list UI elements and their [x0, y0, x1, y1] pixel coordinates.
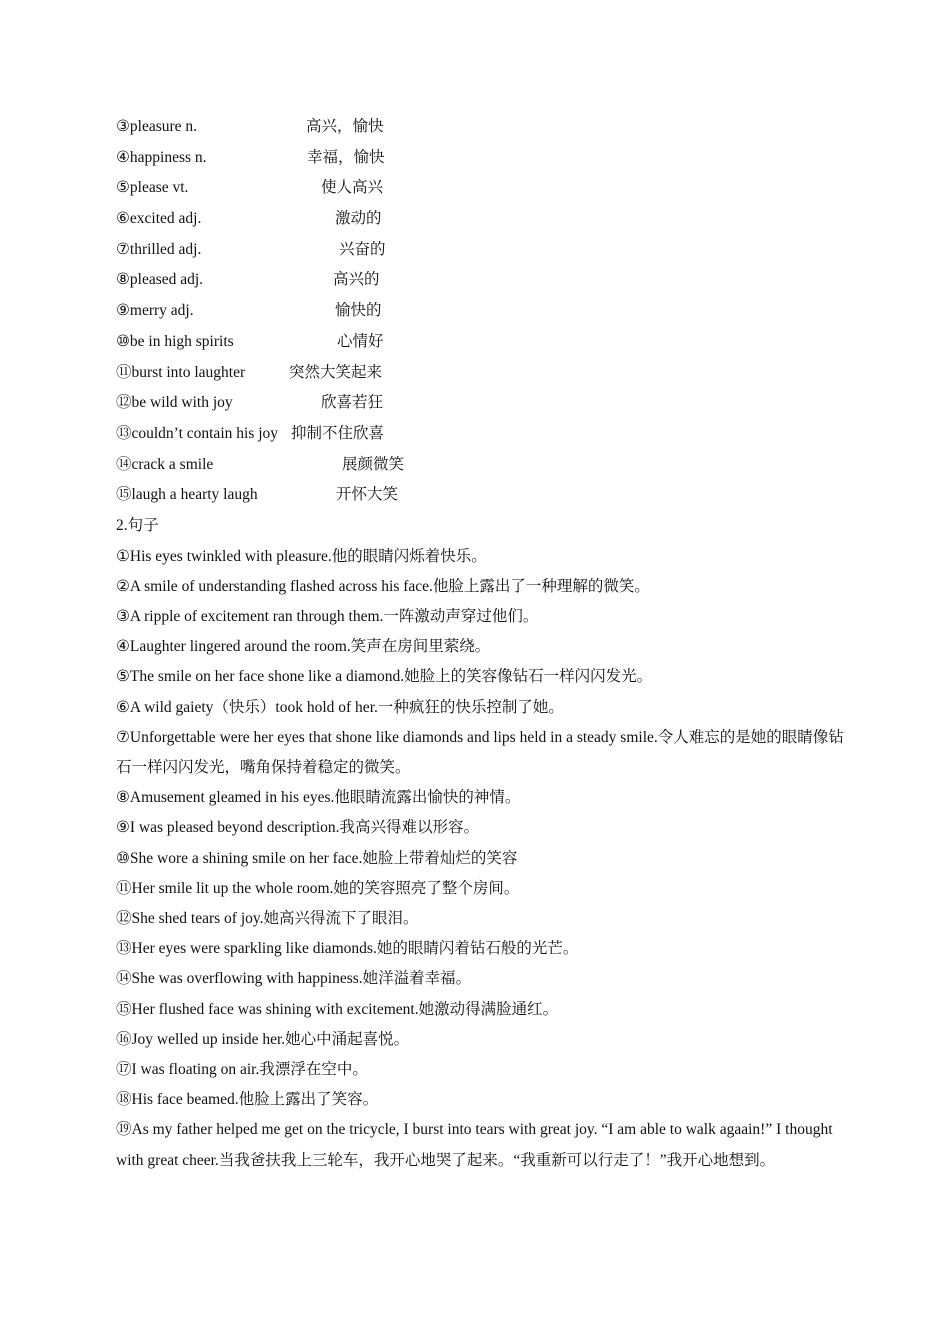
sentence-item: ⑧Amusement gleamed in his eyes.他眼睛流露出愉快的神情。 [116, 789, 521, 807]
vocab-item [116, 173, 856, 204]
sentence-item: ⑫She shed tears of joy.她高兴得流下了眼泪。 [116, 910, 419, 928]
vocab-meaning: 抑制不住欣喜 [291, 424, 385, 442]
sentence-item: ②A smile of understanding flashed across his face.他脸上露出了一种理解的微笑。 [116, 577, 650, 595]
vocab-item [116, 480, 856, 511]
vocab-term: ⑩be in high spirits [116, 332, 234, 350]
sentence-item: ③A ripple of excitement ran through them.一阵激动声穿过他们。 [116, 608, 539, 626]
vocab-term: ⑤please vt. [116, 179, 189, 197]
sentence-item: ⑥A wild gaiety（快乐）took hold of her.一种疯狂的快乐控制了她。 [116, 698, 564, 716]
vocab-item [116, 419, 856, 450]
vocab-item [116, 388, 856, 419]
sentence-item: ⑰I was floating on air.我漂浮在空中。 [116, 1061, 368, 1079]
vocab-meaning: 心情好 [337, 332, 384, 350]
vocab-item [116, 143, 856, 174]
sentence-item: ⑦Unforgettable were her eyes that shone like diamonds and lips held in a steady smile.令人难忘的是她的眼睛像钻石一样闪闪发光，嘴角保持着稳定的微笑。 [116, 728, 844, 777]
vocab-meaning: 突然大笑起来 [289, 363, 383, 381]
vocab-term: ⑥excited adj. [116, 210, 202, 228]
vocab-term: ③pleasure n. [116, 118, 198, 135]
sentence-item: ⑲As my father helped me get on the tricycle, I burst into tears with great joy. “I am able to walk agaain!” I thought with great cheer.当我爸扶我上三轮车，我开心地哭了起来。“我重新可以行走了！”我开心地想到。 [116, 1121, 833, 1169]
vocab-term: ⑨merry adj. [116, 302, 194, 320]
vocab-meaning: 使人高兴 [321, 179, 384, 197]
vocab-item [116, 235, 856, 266]
vocab-list [116, 112, 856, 511]
vocab-meaning: 展颜微笑 [342, 455, 405, 473]
vocab-item [116, 450, 856, 481]
vocab-meaning: 兴奋的 [339, 240, 386, 258]
vocab-term: ⑪burst into laughter [116, 363, 246, 381]
vocab-term: ④happiness n. [116, 148, 207, 166]
sentence-item: ⑯Joy welled up inside her.她心中涌起喜悦。 [116, 1030, 410, 1048]
sentence-item: ④Laughter lingered around the room.笑声在房间里萦绕。 [116, 638, 491, 656]
sentence-item: ⑮Her flushed face was shining with excitement.她激动得满脸通红。 [116, 1000, 559, 1018]
document-page [116, 112, 856, 1176]
sentence-item: ⑤The smile on her face shone like a diamond.她脸上的笑容像钻石一样闪闪发光。 [116, 668, 653, 686]
vocab-meaning: 开怀大笑 [336, 486, 399, 504]
vocab-term: ⑭crack a smile [116, 455, 214, 473]
vocab-item [116, 112, 856, 143]
vocab-item [116, 296, 856, 327]
vocab-term: ⑫be wild with joy [116, 394, 233, 412]
vocab-meaning: 激动的 [335, 210, 382, 228]
vocab-term: ⑧pleased adj. [116, 271, 204, 289]
vocab-item [116, 358, 856, 389]
sentence-item: ⑬Her eyes were sparkling like diamonds.她的眼睛闪着钻石般的光芒。 [116, 940, 579, 958]
vocab-term: ⑦thrilled adj. [116, 240, 202, 258]
vocab-meaning: 欣喜若狂 [321, 394, 384, 412]
sentence-item: ⑪Her smile lit up the whole room.她的笑容照亮了整个房间。 [116, 879, 520, 897]
vocab-term: ⑮laugh a hearty laugh [116, 486, 258, 504]
sentence-list [116, 542, 856, 1176]
vocab-item [116, 265, 856, 296]
vocab-item [116, 327, 856, 358]
vocab-term: ⑬couldn’t contain his joy [116, 424, 279, 442]
vocab-meaning: 幸福，愉快 [307, 148, 385, 166]
sentence-item: ⑨I was pleased beyond description.我高兴得难以形容。 [116, 819, 480, 837]
sentence-item: ⑱His face beamed.他脸上露出了笑容。 [116, 1091, 379, 1109]
vocab-meaning: 愉快的 [335, 302, 382, 320]
sentence-item: ①His eyes twinkled with pleasure.他的眼睛闪烁着快乐。 [116, 547, 487, 565]
sentence-item: ⑭She was overflowing with happiness.她洋溢着幸福。 [116, 970, 472, 988]
vocab-meaning: 高兴，愉快 [306, 118, 384, 135]
vocab-item [116, 204, 856, 235]
section-heading: 2.句子 [116, 516, 159, 534]
vocab-meaning: 高兴的 [333, 271, 380, 289]
sentence-item: ⑩She wore a shining smile on her face.她脸上带着灿烂的笑容 [116, 849, 518, 867]
